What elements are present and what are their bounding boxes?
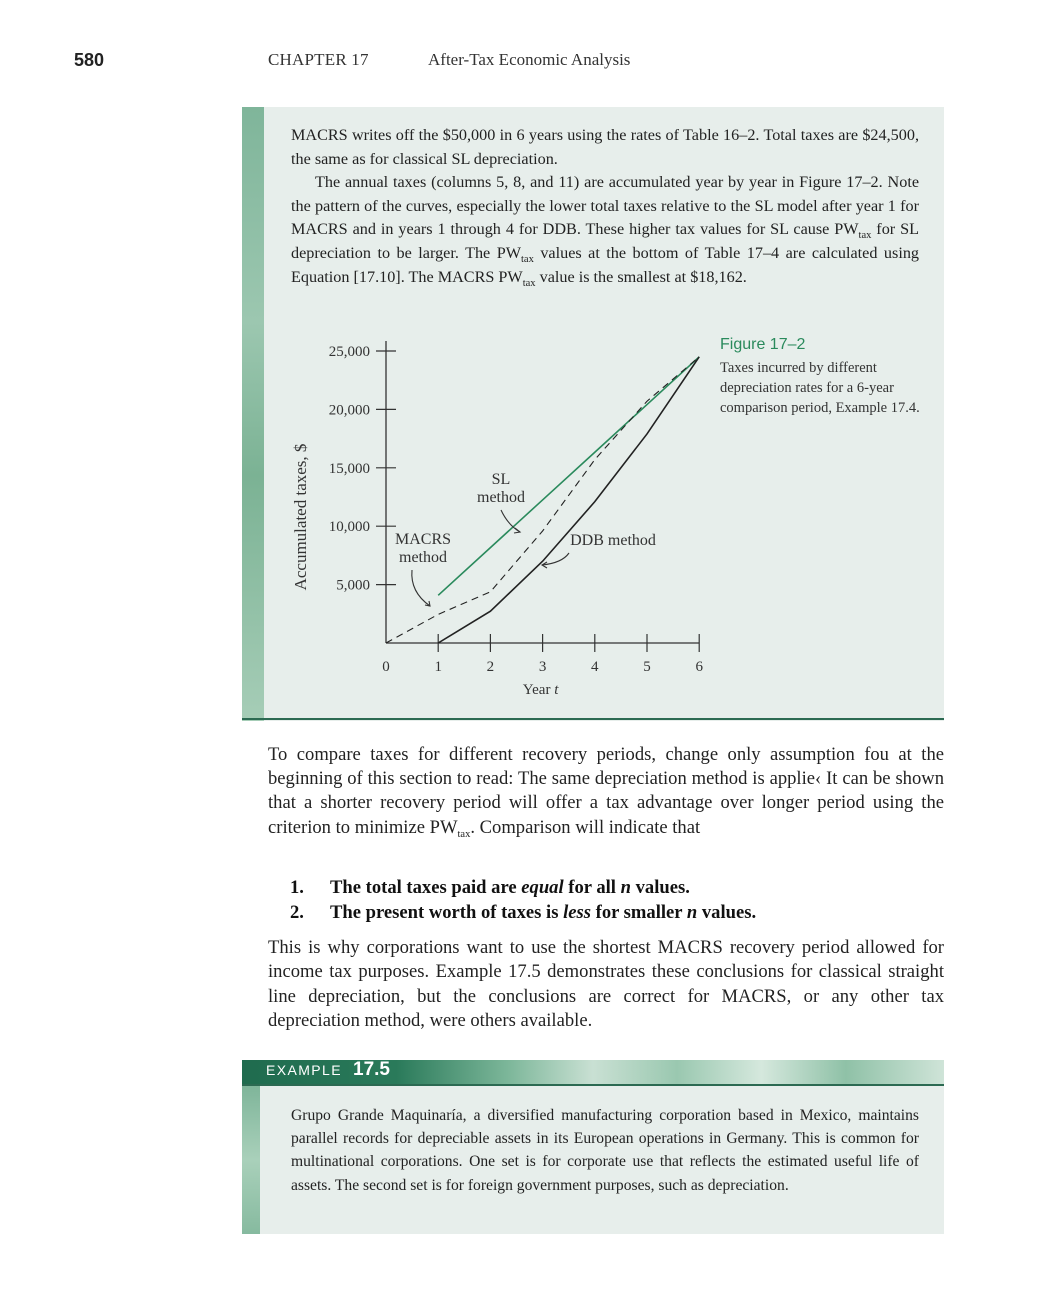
chart-axes [291,341,703,698]
example-banner [242,1060,944,1084]
x-tick-label: 3 [538,659,547,675]
chapter-title: After-Tax Economic Analysis [428,50,631,69]
solution-paragraph-2: The annual taxes (columns 5, 8, and 11) are accumulated year by year in Figure 17–2. Note the pattern of the curves, especially the lower total taxes relative to the SL model after year 1 for MACRS and in years 1 through 4 for DDB. These higher tax values for SL cause $PW_{tax}$ for SL depreciation to be larger. The $PW_{tax}$ values at the bottom of Table 17–4 are calculated using Equation [17.10]. The MACRS $PW_{tax}$ value is the smallest at $18,162. [291,173,920,289]
y-tick-label: 15,000 [328,460,370,477]
y-tick-label: 5,000 [336,577,370,594]
panel-side-bar [242,1086,260,1234]
chapter-label: CHAPTER 17 [268,50,369,69]
body-paragraph-1: To compare taxes for different recovery periods, change only assumption fou at the beginning of this section to read: The same depreciation method is applie‹ It can be shown that a shorter recovery period will offer a tax advantage over longer period using the criterion to minimize $PW_{tax}$. Comparison will indicate that [268,744,944,840]
x-tick-label: 5 [643,659,651,675]
y-axis-title: Accumulated taxes, $ [291,443,310,591]
page-number: 580 [74,50,105,70]
accumulated-taxes-chart [280,330,710,710]
x-axis-title: Year t [522,682,559,698]
list-number: 2. [290,902,304,923]
solution-paragraph-1: MACRS writes off the $50,000 in 6 years using the rates of Table 16–2. Total taxes are $24,500, the same as for classical SL depreciation. [291,126,919,168]
x-tick-label: 6 [695,659,703,675]
x-tick-label: 4 [591,659,599,675]
chart-series [386,357,699,643]
x-tick-label: 0 [382,659,390,675]
list-item: 1. The total taxes paid are equal for all n values. [290,877,690,898]
example-number: 17.5 [353,1059,390,1080]
figure-title: Figure 17–2 [720,336,806,353]
sl-method-label: SL method [477,471,525,506]
ddb-method-label: DDB method [570,532,656,549]
example-label: EXAMPLE [266,1062,342,1078]
y-tick-label: 10,000 [328,519,370,536]
list-number: 1. [290,877,304,898]
macrs-pointer [412,570,430,606]
y-tick-label: 25,000 [328,344,370,360]
figure-caption: Taxes incurred by different depreciation rates for a 6-year comparison period, Example 17.4. [720,360,920,416]
x-tick-label: 2 [486,659,495,675]
y-tick-label: 20,000 [328,402,370,419]
example-17-5-text: Grupo Grande Maquinaría, a diversified manufacturing corporation based in Mexico, maintains parallel records for depreciable assets in its European operations in Germany. This is common for multinational corporations. One set is for corporate use that reflects the estimated useful life of assets. The second set is for foreign government purposes, such as depreciation. [291,1107,919,1194]
body-paragraph-2: This is why corporations want to use the shortest MACRS recovery period allowed for income tax purposes. Example 17.5 demonstrates these conclusions for classical straight line depreciation, but the conclusions are correct for MACRS, or any other tax depreciation method, were others available. [268,937,944,1032]
chart-labels [395,471,656,606]
list-item: 2. The present worth of taxes is less for smaller n values. [290,902,757,923]
sl-method-line [438,357,699,595]
x-tick-label: 1 [434,659,442,675]
macrs-method-label: MACRS method [394,531,452,566]
panel-bottom-rule [242,718,944,720]
panel-side-bar [242,107,264,721]
example-solution-text [291,124,919,289]
conclusion-list [290,875,756,925]
